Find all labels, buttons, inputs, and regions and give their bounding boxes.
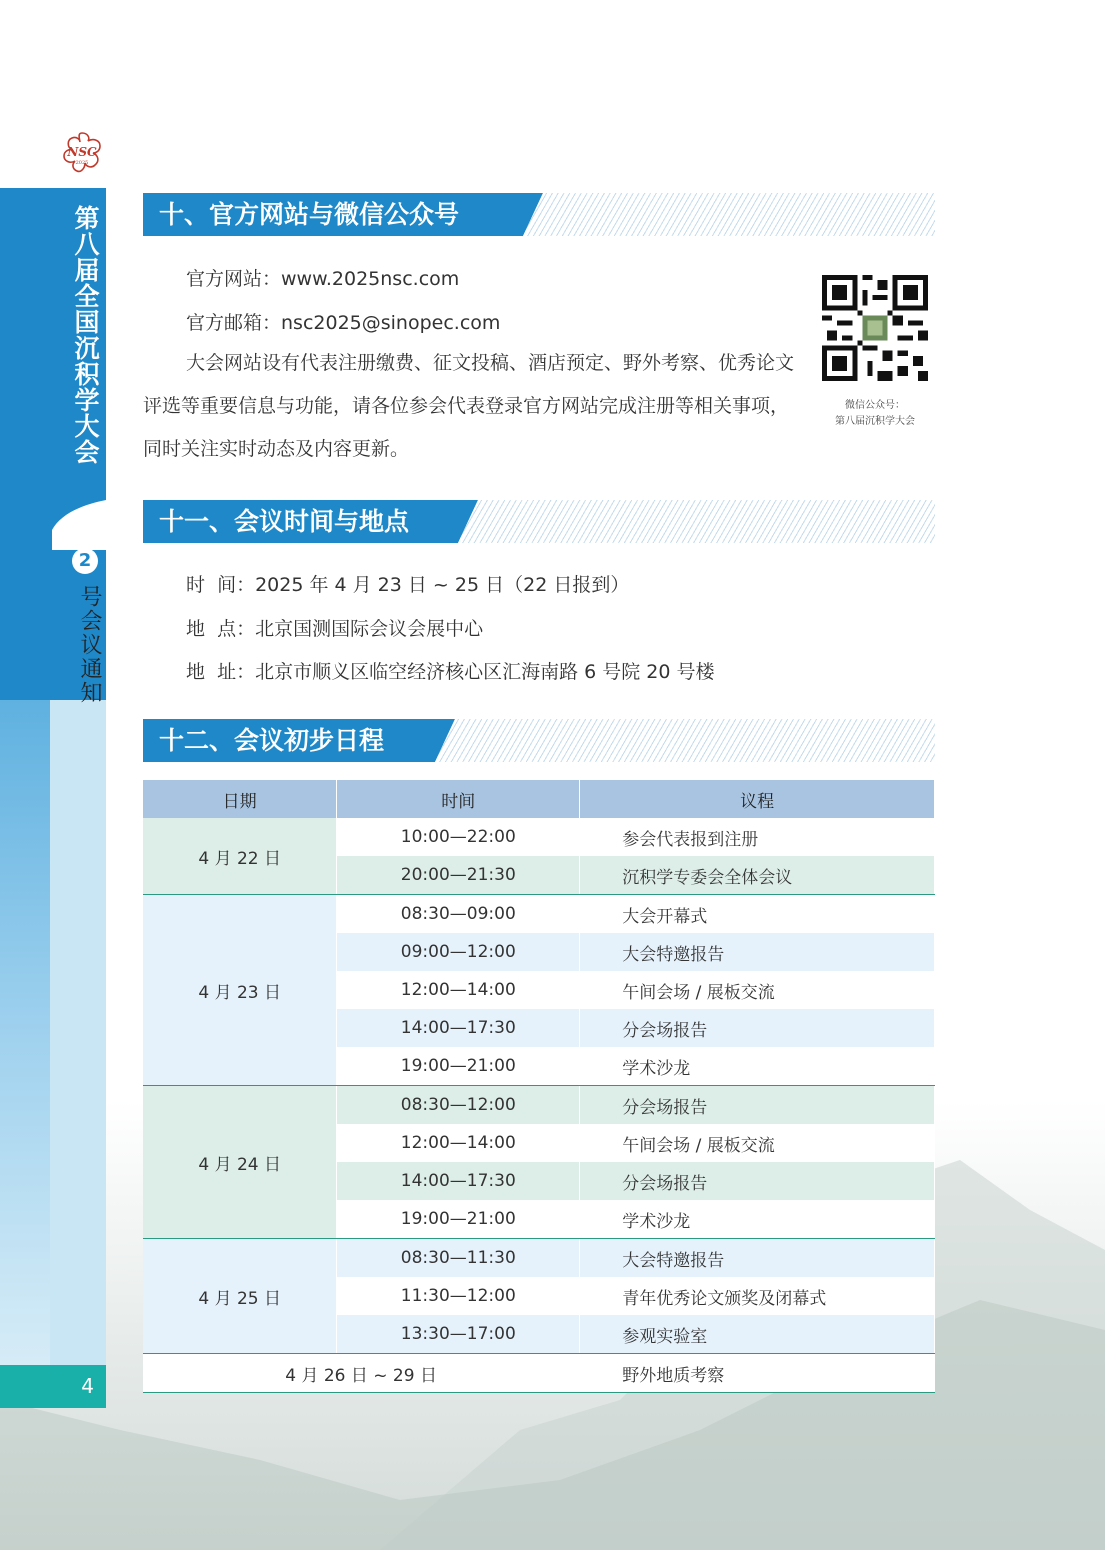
meeting-time: 时 间：2025 年 4 月 23 日 ~ 25 日（22 日报到） (186, 574, 630, 596)
qr-caption-line1: 微信公众号： (845, 400, 905, 411)
date-cell: 4 月 22 日 (143, 818, 337, 895)
time-cell: 09:00—12:00 (337, 933, 580, 971)
sidebar-gradient (0, 700, 50, 1365)
qr-code-icon (822, 275, 928, 381)
date-cell: 4 月 23 日 (143, 895, 337, 1086)
column-header-time: 时间 (337, 780, 580, 818)
time-cell: 12:00—14:00 (337, 971, 580, 1009)
logo-year: 2025 (75, 160, 89, 166)
time-cell: 11:30—12:00 (337, 1277, 580, 1315)
qr-caption (812, 398, 938, 430)
meeting-place: 地 点：北京国测国际会议会展中心 (186, 618, 484, 640)
section11-title: 十一、会议时间与地点 (159, 507, 410, 536)
agenda-cell: 分会场报告 (580, 1086, 935, 1125)
table-row (143, 1086, 935, 1125)
agenda-cell: 学术沙龙 (580, 1047, 935, 1086)
sidebar-title: 第八届全国沉积学大会 (71, 205, 100, 465)
agenda-cell: 大会特邀报告 (580, 933, 935, 971)
time-cell: 19:00—21:00 (337, 1047, 580, 1086)
agenda-cell: 大会特邀报告 (580, 1239, 935, 1278)
column-header-agenda: 议程 (580, 780, 935, 818)
agenda-cell: 大会开幕式 (580, 895, 935, 934)
logo-text: NSC (67, 145, 97, 159)
table-row (143, 1354, 935, 1393)
agenda-cell: 分会场报告 (580, 1162, 935, 1200)
section11-header (143, 500, 935, 543)
section12-header (143, 719, 935, 762)
qr-caption-line2: 第八届沉积学大会 (835, 416, 915, 427)
time-cell: 14:00—17:30 (337, 1162, 580, 1200)
time-cell: 08:30—11:30 (337, 1239, 580, 1278)
agenda-cell: 午间会场 / 展板交流 (580, 971, 935, 1009)
notice-number-badge: 2 (72, 548, 98, 574)
agenda-cell: 青年优秀论文颁奖及闭幕式 (580, 1277, 935, 1315)
sidebar-subtitle: 号会议通知 (77, 585, 102, 705)
date-cell: 4 月 24 日 (143, 1086, 337, 1239)
agenda-cell: 野外地质考察 (580, 1354, 935, 1393)
table-row (143, 1239, 935, 1278)
section10-title: 十、官方网站与微信公众号 (159, 200, 460, 229)
time-cell: 08:30—12:00 (337, 1086, 580, 1125)
agenda-cell: 学术沙龙 (580, 1200, 935, 1239)
email-line: 官方邮箱：nsc2025@sinopec.com (186, 312, 501, 334)
time-cell: 19:00—21:00 (337, 1200, 580, 1239)
agenda-cell: 参会代表报到注册 (580, 818, 935, 856)
date-cell: 4 月 25 日 (143, 1239, 337, 1354)
sidebar-inner (50, 700, 106, 1365)
table-row (143, 895, 935, 934)
column-header-date: 日期 (143, 780, 337, 818)
table-header-row (143, 780, 935, 818)
section10-header (143, 193, 935, 236)
date-cell: 4 月 26 日 ~ 29 日 (143, 1354, 580, 1393)
website-paragraph: 大会网站设有代表注册缴费、征文投稿、酒店预定、野外考察、优秀论文评选等重要信息与功能，请各位参会代表登录官方网站完成注册等相关事项，同时关注实时动态及内容更新。 (143, 352, 795, 460)
sidebar-notch (0, 480, 106, 550)
website-line: 官方网站：www.2025nsc.com (186, 268, 460, 290)
time-cell: 08:30—09:00 (337, 895, 580, 934)
time-cell: 14:00—17:30 (337, 1009, 580, 1047)
time-cell: 13:30—17:00 (337, 1315, 580, 1354)
agenda-cell: 午间会场 / 展板交流 (580, 1124, 935, 1162)
agenda-cell: 分会场报告 (580, 1009, 935, 1047)
schedule-table (143, 780, 935, 1393)
time-cell: 12:00—14:00 (337, 1124, 580, 1162)
time-cell: 10:00—22:00 (337, 818, 580, 856)
nsc-logo (58, 130, 106, 176)
table-row (143, 818, 935, 856)
time-cell: 20:00—21:30 (337, 856, 580, 895)
page-number: 4 (0, 1365, 106, 1408)
agenda-cell: 参观实验室 (580, 1315, 935, 1354)
meeting-address: 地 址：北京市顺义区临空经济核心区汇海南路 6 号院 20 号楼 (186, 661, 715, 683)
agenda-cell: 沉积学专委会全体会议 (580, 856, 935, 895)
section12-title: 十二、会议初步日程 (159, 726, 385, 755)
